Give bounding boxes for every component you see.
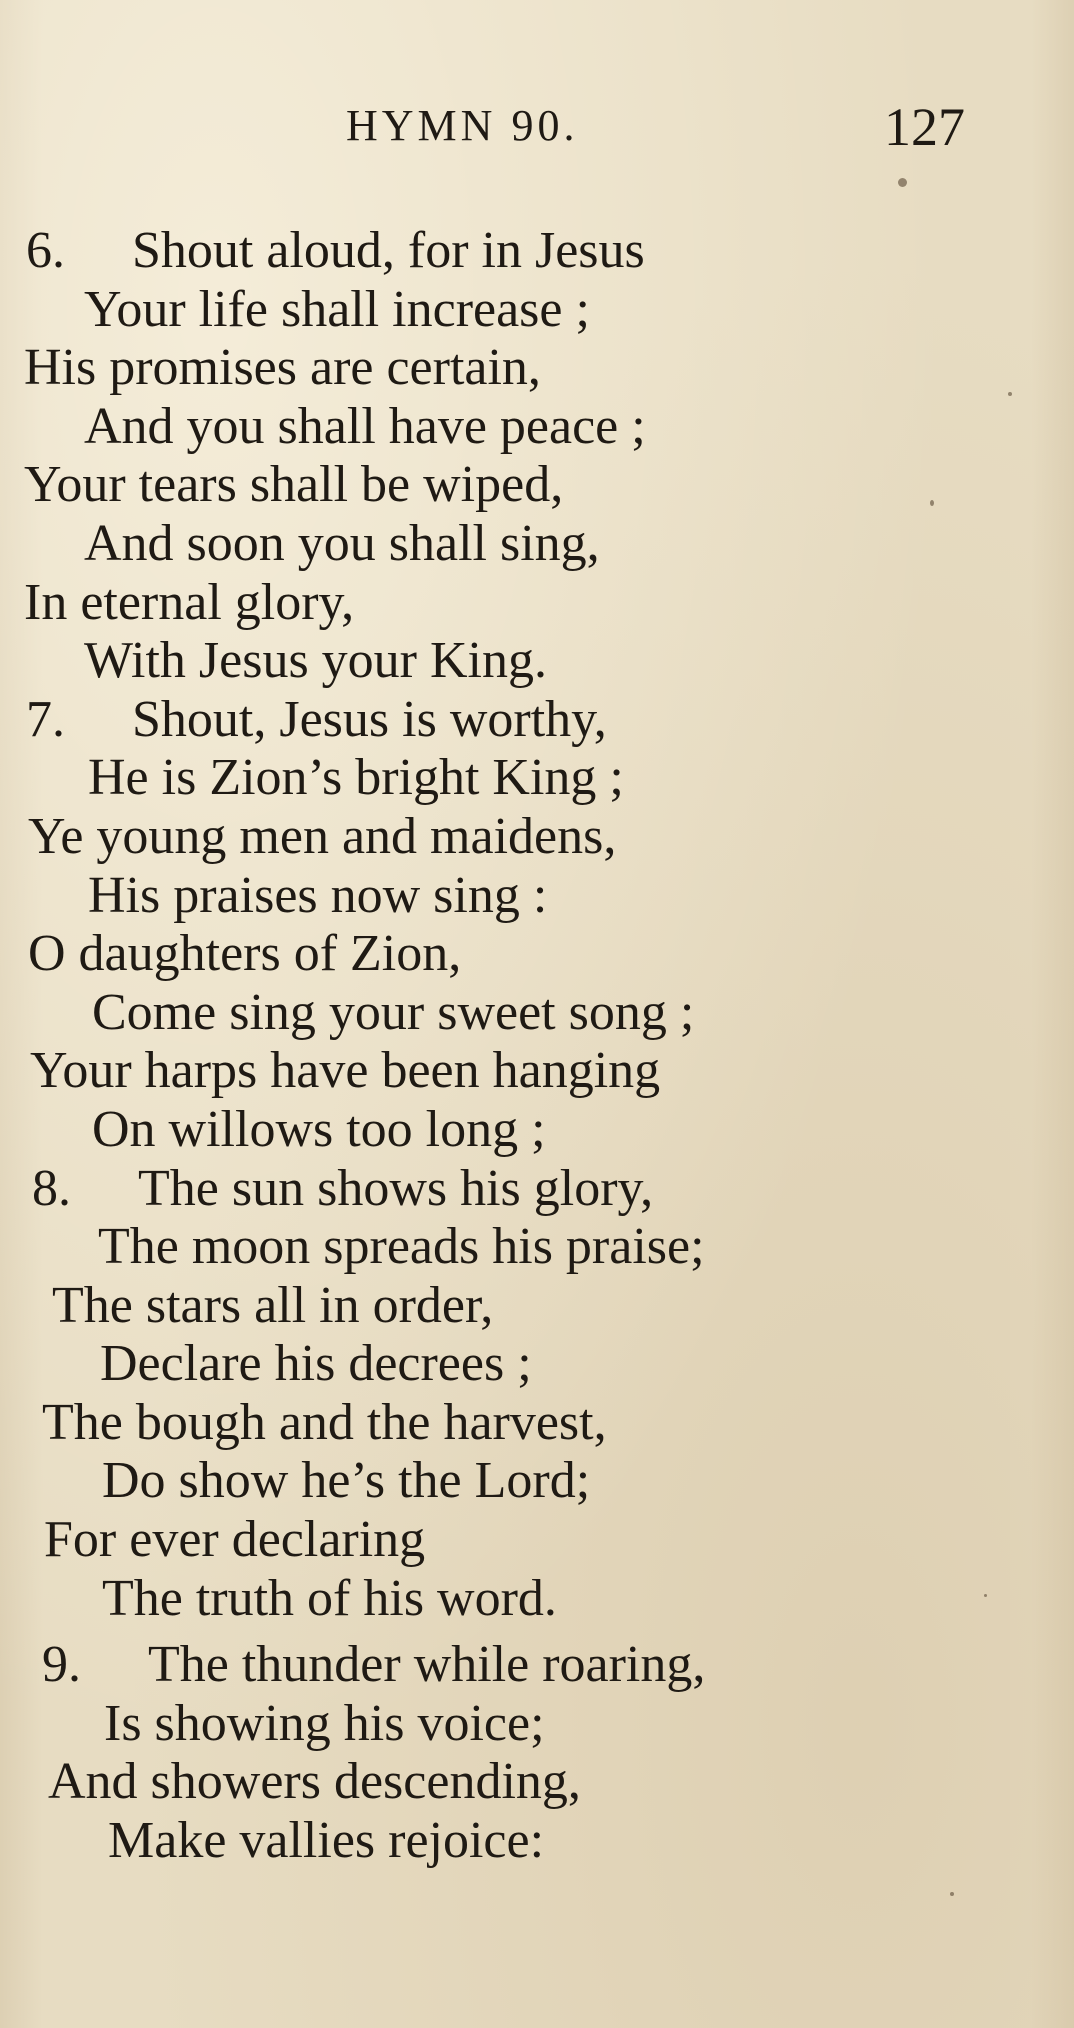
- verse-line: Your harps have been hanging: [30, 1042, 661, 1100]
- verse-line: O daughters of Zion,: [28, 925, 462, 983]
- verse-line: And you shall have peace ;: [84, 397, 646, 455]
- page-number: 127: [884, 97, 965, 157]
- verse-6: [22, 222, 1042, 691]
- paper-speck: [984, 1594, 987, 1597]
- verse-line: The bough and the harvest,: [42, 1393, 607, 1451]
- running-title: HYMN 90.: [346, 101, 579, 150]
- verse-line: And showers descending,: [48, 1753, 581, 1811]
- paper-speck: [950, 1892, 954, 1896]
- verse-line: Declare his decrees ;: [100, 1335, 532, 1393]
- verse-line: The truth of his word.: [102, 1569, 557, 1627]
- paper-speck: [1008, 392, 1012, 396]
- verse-line: On willows too long ;: [92, 1100, 546, 1158]
- verse-line: Your life shall increase ;: [84, 280, 590, 338]
- paper-speck: [930, 500, 934, 506]
- verse-line: His promises are certain,: [24, 339, 541, 397]
- verse-number: 8.: [32, 1159, 71, 1217]
- verse-line: In eternal glory,: [24, 573, 355, 631]
- verse-number: 6.: [26, 222, 65, 279]
- verse-line: 7. Shout, Jesus is worthy,: [26, 690, 607, 748]
- verse-line: Your tears shall be wiped,: [24, 456, 564, 514]
- verse-line: Is showing his voice;: [104, 1694, 545, 1752]
- verse-7: [22, 691, 1042, 1160]
- verse-line: 6. Shout aloud, for in Jesus: [26, 222, 645, 279]
- verse-line: Do show he’s the Lord;: [102, 1452, 591, 1510]
- paper-speck: [898, 178, 907, 187]
- verse-line: Come sing your sweet song ;: [92, 983, 695, 1041]
- verse-line: The moon spreads his praise;: [98, 1218, 705, 1276]
- verse-9: [22, 1636, 1042, 1870]
- verse-line: His praises now sing :: [88, 866, 548, 924]
- verse-line: And soon you shall sing,: [84, 514, 600, 572]
- verse-line: For ever declaring: [44, 1511, 426, 1569]
- verse-line: 8. The sun shows his glory,: [32, 1159, 654, 1217]
- hymn-text: [22, 222, 1042, 1871]
- verse-line: He is Zion’s bright King ;: [88, 749, 624, 807]
- verse-line: Make vallies rejoice:: [108, 1812, 545, 1870]
- verse-line: 9. The thunder while roaring,: [42, 1636, 706, 1694]
- verse-number: 7.: [26, 690, 65, 748]
- verse-line: The stars all in order,: [52, 1276, 494, 1334]
- verse-number: 9.: [42, 1636, 81, 1694]
- verse-line: With Jesus your King.: [84, 632, 547, 690]
- verse-8: [22, 1160, 1042, 1629]
- verse-line: Ye young men and maidens,: [28, 807, 617, 865]
